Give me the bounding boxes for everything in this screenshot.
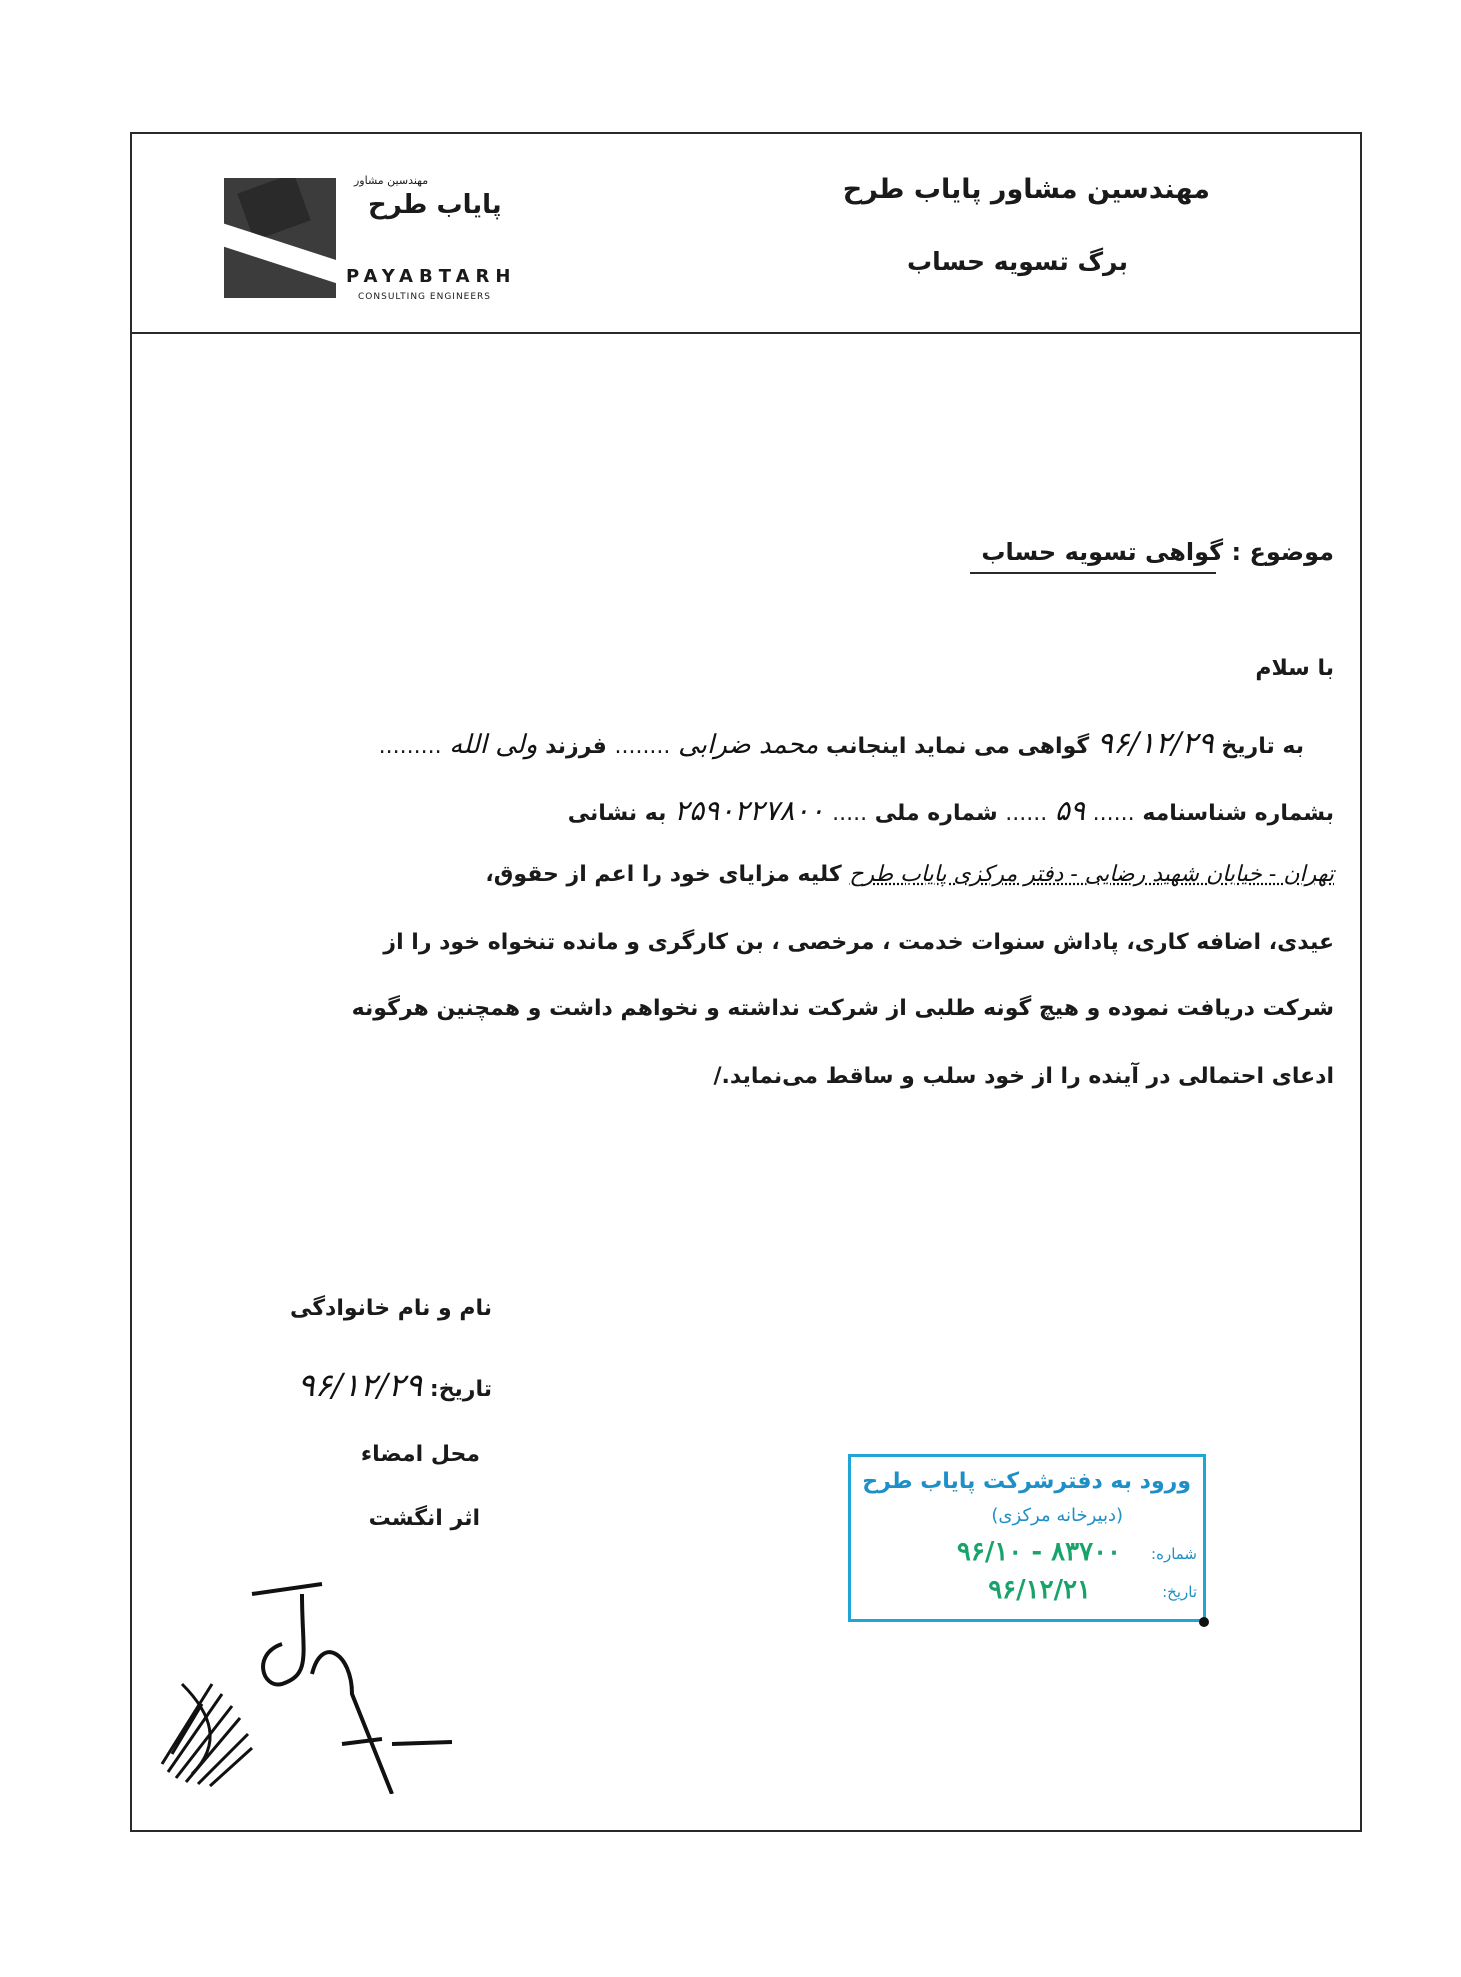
line2-text-2: شماره ملی [874, 801, 998, 826]
thumbprint-scribble [162, 1684, 252, 1786]
subject-label: موضوع : [1231, 538, 1334, 566]
stamp-title: ورود به دفترشرکت پایاب طرح [862, 1469, 1191, 1494]
handwritten-date: ۹۶/۱۲/۲۹ [1096, 726, 1214, 761]
header-divider [132, 332, 1360, 334]
stamp-date-label: تاریخ: [1162, 1583, 1197, 1601]
subject [981, 538, 1334, 566]
stamp-number-value: ۸۳۷۰۰ - ۹۶/۱۰ [956, 1537, 1121, 1567]
letter-line-4: عیدی، اضافه کاری، پاداش سنوات خدمت ، مرخصی ، بن کارگری و مانده تنخواه خود را از [383, 930, 1334, 955]
stamp-date-value: ۹۶/۱۲/۲۱ [988, 1575, 1091, 1605]
letter-line-3 [485, 862, 1334, 887]
entry-stamp [848, 1454, 1206, 1622]
thumbprint-label: اثر انگشت [368, 1506, 480, 1531]
company-name: مهندسین مشاور پایاب طرح [842, 174, 1210, 205]
stamp-dot [1199, 1617, 1209, 1627]
signature-place-label: محل امضاء [360, 1442, 480, 1467]
line1-text-1: به تاریخ [1221, 734, 1304, 759]
signature-date [298, 1366, 492, 1404]
letter-line-1: به تاریخ ۹۶/۱۲/۲۹ گواهی می نماید اینجانب محمد ضرابی ........ فرزند ولی الله ......... [378, 726, 1304, 761]
stamp-subtitle: (دبیرخانه مرکزی) [991, 1505, 1123, 1526]
letter-line-5: شرکت دریافت نموده و هیچ گونه طلبی از شرکت نداشته و نخواهم داشت و همچنین هرگونه [351, 996, 1334, 1021]
form-title: برگ تسویه حساب [907, 247, 1128, 276]
signature-date-label: تاریخ: [429, 1377, 492, 1402]
line2-text-3: به نشانی [567, 801, 667, 826]
logo-name-en: PAYABTARH [346, 266, 517, 287]
line1-text-2: گواهی می نماید اینجانب [825, 734, 1090, 759]
handwritten-id-number: ۵۹ [1054, 794, 1085, 827]
subject-underline [970, 572, 1216, 574]
letter-line-2: بشماره شناسنامه ...... ۵۹ ...... شماره ملی ..... ۲۵۹۰۲۲۷۸۰۰ به نشانی [567, 794, 1334, 827]
handwritten-father-name: ولی الله [449, 730, 538, 760]
logo-small-text: مهندسین مشاور [354, 174, 429, 187]
handwritten-signature [152, 1534, 472, 1794]
greeting: با سلام [1255, 656, 1334, 681]
handwritten-signature-date: ۹۶/۱۲/۲۹ [297, 1366, 423, 1404]
name-label: نام و نام خانوادگی [290, 1296, 492, 1321]
handwritten-address: تهران - خیابان شهید رضایی - دفتر مرکزی پایاب طرح [849, 862, 1334, 887]
line2-text-1: بشماره شناسنامه [1142, 801, 1334, 826]
handwritten-name: محمد ضرابی [678, 730, 819, 760]
line1-text-3: فرزند [545, 734, 607, 759]
handwritten-national-id: ۲۵۹۰۲۲۷۸۰۰ [674, 794, 825, 827]
document-frame [130, 132, 1362, 1832]
company-logo-icon [224, 178, 336, 298]
letter-line-6: ادعای احتمالی در آینده را از خود سلب و ساقط می‌نماید./ [713, 1064, 1334, 1089]
logo-name-fa: پایاب طرح [368, 190, 502, 220]
stamp-number-label: شماره: [1151, 1545, 1197, 1563]
subject-value: گواهی تسویه حساب [981, 538, 1224, 566]
line3-text-1: کلیه مزایای خود را اعم از حقوق، [485, 862, 842, 887]
logo-tagline: CONSULTING ENGINEERS [358, 292, 492, 302]
